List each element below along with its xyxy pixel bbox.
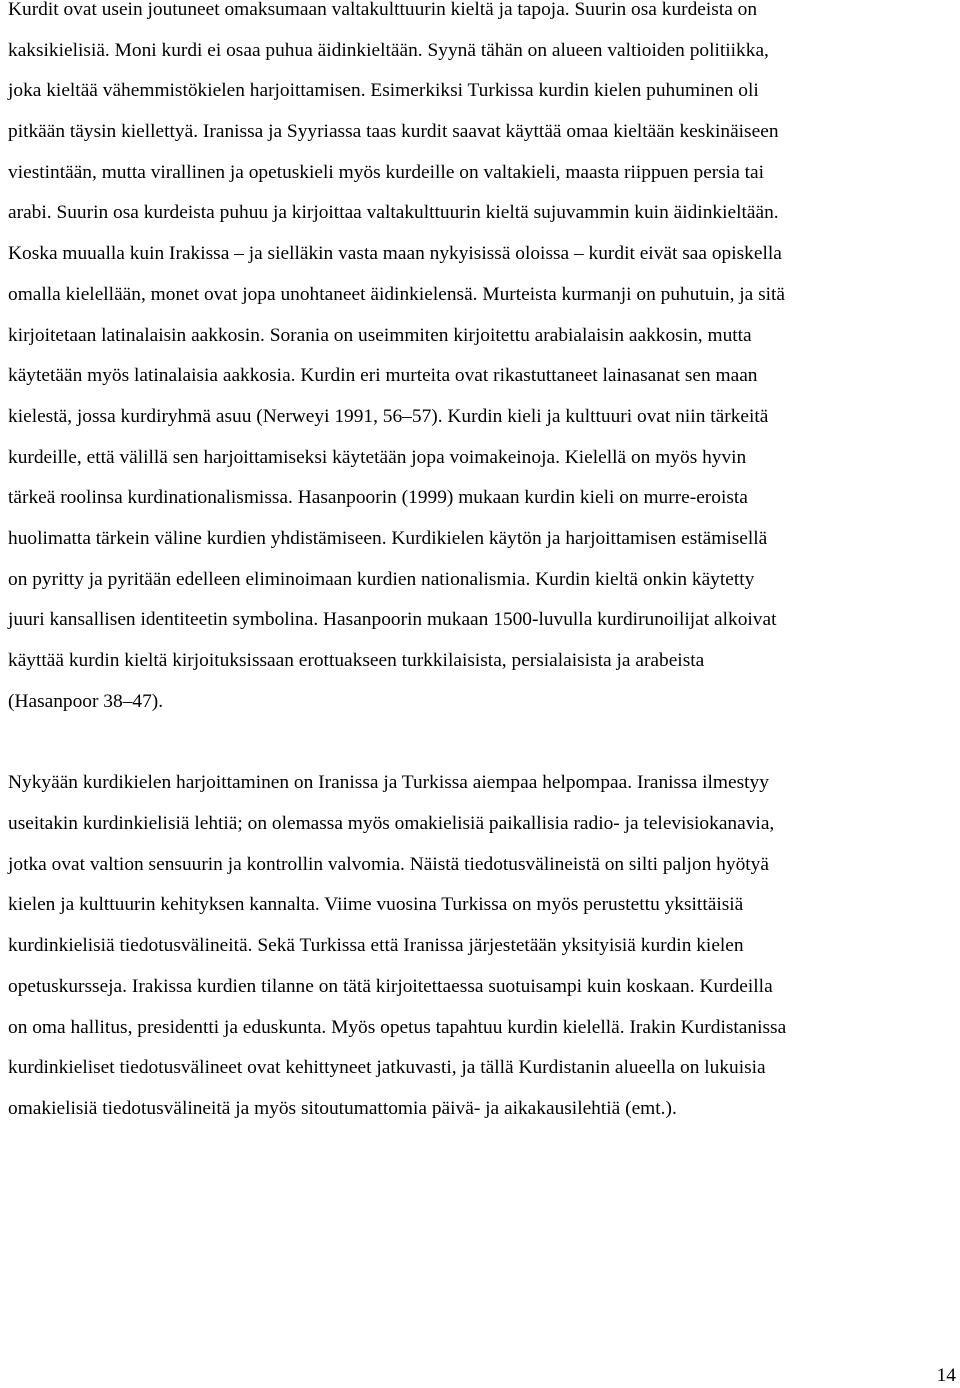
text-line: tärkeä roolinsa kurdinationalismissa. Hasanpoorin (1999) mukaan kurdin kieli on murre-eroista (8, 487, 748, 509)
text-line: viestintään, mutta virallinen ja opetuskieli myös kurdeille on valtakieli, maasta riippuen persia tai (8, 161, 765, 183)
text-line: kurdinkielisiä tiedotusvälineitä. Sekä Turkissa että Iranissa järjestetään yksityisiä kurdin kielen (8, 935, 744, 957)
text-line: käytetään myös latinalaisia aakkosia. Kurdin eri murteita ovat rikastuttaneet lainasanat sen maan (8, 365, 758, 387)
text-line: käyttää kurdin kieltä kirjoituksissaan erottuakseen turkkilaisista, persialaisista ja arabeista (8, 650, 705, 671)
page-number: 14 (936, 1365, 956, 1386)
text-line: (Hasanpoor 38–47). (8, 690, 164, 712)
text-line: Nykyään kurdikielen harjoittaminen on Iranissa ja Turkissa aiempaa helpompaa. Iranissa ilmestyy (8, 772, 769, 794)
text-line: jotka ovat valtion sensuurin ja kontrollin valvomia. Näistä tiedotusvälineistä on silti paljon hyötyä (8, 853, 769, 875)
text-line: juuri kansallisen identiteetin symbolina. Hasanpoorin mukaan 1500-luvulla kurdirunoilijat alkoivat (8, 609, 777, 631)
text-line: on pyritty ja pyritään edelleen eliminoimaan kurdien nationalismia. Kurdin kieltä onkin käytetty (8, 568, 755, 590)
text-line: kurdeille, että välillä sen harjoittamiseksi käytetään jopa voimakeinoja. Kielellä on myös hyvin (8, 446, 747, 468)
paragraph-2 (8, 763, 956, 1129)
text-line: omalla kielellään, monet ovat jopa unohtaneet äidinkielensä. Murteista kurmanji on puhutuin, ja sitä (8, 283, 786, 305)
paragraph-1 (8, 0, 956, 722)
text-line: arabi. Suurin osa kurdeista puhuu ja kirjoittaa valtakulttuurin kieltä sujuvammin kuin äidinkieltään. (8, 202, 779, 224)
text-line: kielestä, jossa kurdiryhmä asuu (Nerweyi 1991, 56–57). Kurdin kieli ja kulttuuri ovat niin tärkeitä (8, 405, 769, 427)
text-line: kurdinkieliset tiedotusvälineet ovat kehittyneet jatkuvasti, ja tällä Kurdistanin alueella on lukuisia (8, 1057, 766, 1079)
text-line: opetuskursseja. Irakissa kurdien tilanne on tätä kirjoitettaessa suotuisampi kuin koskaan. Kurdeilla (8, 975, 773, 997)
text-line: useitakin kurdinkielisiä lehtiä; on olemassa myös omakielisiä paikallisia radio- ja televisiokanavia, (8, 813, 775, 835)
text-line: kielen ja kulttuurin kehityksen kannalta. Viime vuosina Turkissa on myös perustettu yksittäisiä (8, 894, 744, 916)
text-line: on oma hallitus, presidentti ja eduskunta. Myös opetus tapahtuu kurdin kielellä. Irakin Kurdistanissa (8, 1016, 787, 1038)
text-line: Koska muualla kuin Irakissa – ja sielläkin vasta maan nykyisissä oloissa – kurdit eivät saa opiskella (8, 243, 782, 265)
text-line: omakielisiä tiedotusvälineitä ja myös sitoutumattomia päivä- ja aikakausilehtiä (emt.). (8, 1097, 677, 1119)
text-line: Kurdit ovat usein joutuneet omaksumaan valtakulttuurin kieltä ja tapoja. Suurin osa kurdeista on (8, 0, 758, 20)
document-page (8, 0, 956, 1130)
text-line: kaksikielisiä. Moni kurdi ei osaa puhua äidinkieltään. Syynä tähän on alueen valtioiden politiikka, (8, 39, 769, 61)
text-line: joka kieltää vähemmistökielen harjoittamisen. Esimerkiksi Turkissa kurdin kielen puhuminen oli (8, 80, 759, 102)
text-line: kirjoitetaan latinalaisin aakkosin. Sorania on useimmiten kirjoitettu arabialaisin aakkosin, mutta (8, 324, 752, 346)
text-line: pitkään täysin kiellettyä. Iranissa ja Syyriassa taas kurdit saavat käyttää omaa kieltään keskinäiseen (8, 121, 779, 143)
text-line: huolimatta tärkein väline kurdien yhdistämiseen. Kurdikielen käytön ja harjoittamisen estämisellä (8, 527, 768, 549)
